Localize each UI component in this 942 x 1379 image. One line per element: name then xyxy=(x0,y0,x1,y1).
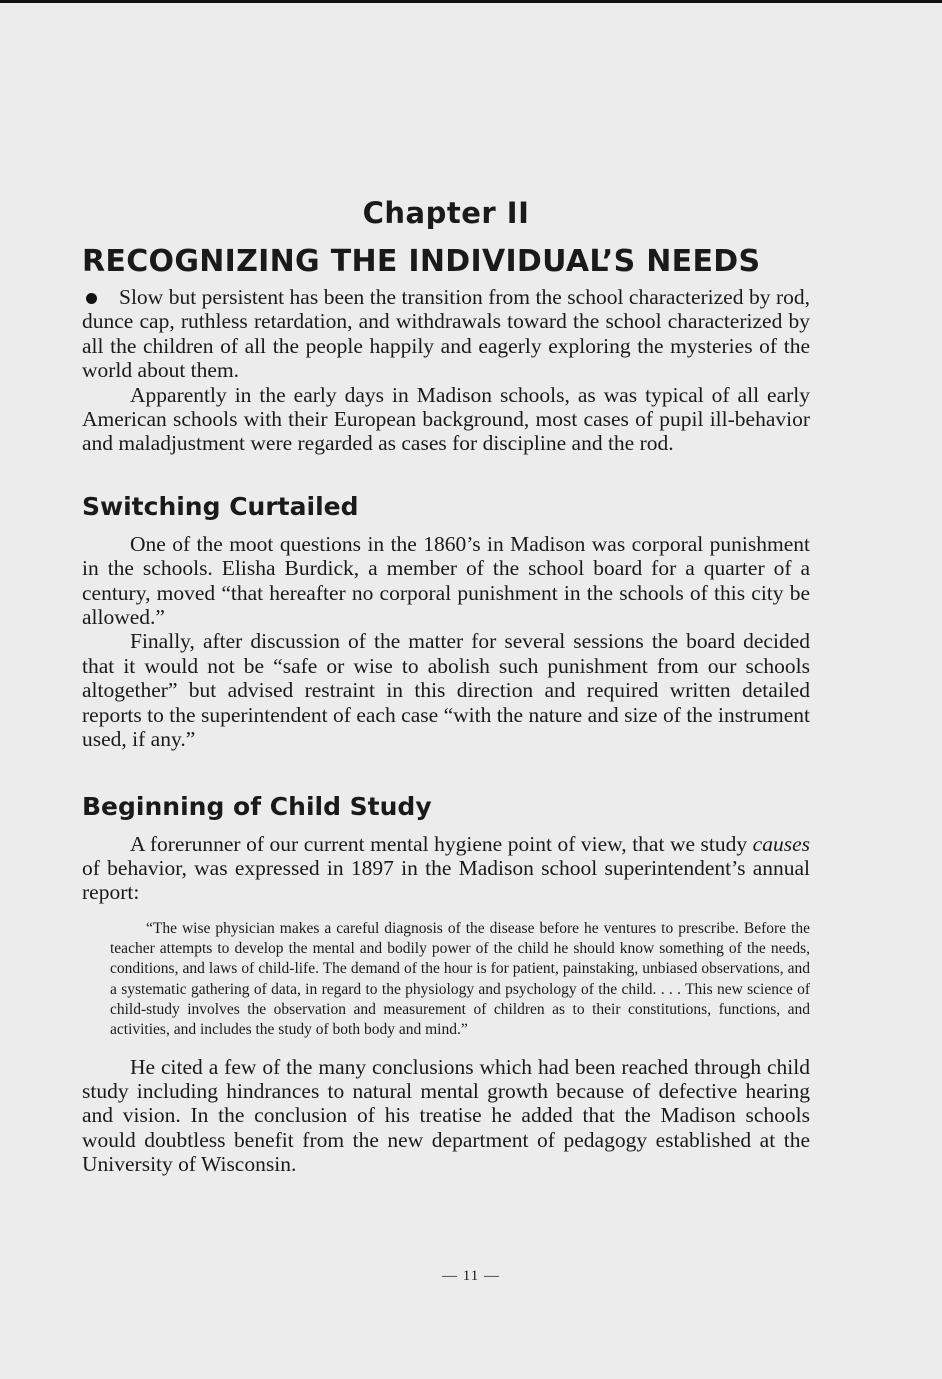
top-border xyxy=(0,0,942,3)
child-study-p1-emphasis: causes xyxy=(752,831,810,856)
page-number: — 11 — xyxy=(442,1268,500,1284)
bullet-icon xyxy=(86,293,97,304)
section-heading-switching: Switching Curtailed xyxy=(82,491,359,521)
block-quote-text: “The wise physician makes a careful diagnosis of the disease before he ventures to prescribe. Before the teacher attempts to develop the mental and bodily power of the child he should know something of the needs, conditions, and laws of child-life. The demand of the hour is for patient, painstaking, unbiased observations, and a systematic gathering of data, in regard to the physiology and psychology of the child. . . . This new science of child-study involves the observation and measurement of children as to their constitutions, functions, and activities, and includes the study of both body and mind.” xyxy=(110,919,810,1039)
page-body xyxy=(82,196,810,1177)
switching-paragraph-2: Finally, after discussion of the matter for several sessions the board decided that it would not be “safe or wise to abolish such punishment from our schools altogether” but advised restraint in this direction and required written detailed reports to the superintendent of each case “with the nature and size of the instrument used, if any.” xyxy=(82,629,810,752)
child-study-p1-before: A forerunner of our current mental hygiene point of view, that we study xyxy=(130,831,753,856)
chapter-label: Chapter II xyxy=(362,196,530,230)
block-quote xyxy=(110,919,810,1041)
intro-paragraph-1-text: Slow but persistent has been the transition from the school characterized by rod, dunce cap, ruthless retardation, and withdrawals toward the school characterized by all the children of all the people happily and eagerly exploring the mysteries of the world about them. xyxy=(82,285,810,383)
intro-paragraph-2: Apparently in the early days in Madison schools, as was typical of all early American schools with their European background, most cases of pupil ill-behavior and maladjustment were regarded as cases for discipline and the rod. xyxy=(82,382,810,456)
child-study-p1-after: of behavior, was expressed in 1897 in the Madison school superintendent’s annual report: xyxy=(82,855,810,905)
intro-paragraph-1 xyxy=(82,285,810,383)
section-heading-child-study: Beginning of Child Study xyxy=(82,791,432,821)
switching-paragraph-1: One of the moot questions in the 1860’s in Madison was corporal punishment in the schools. Elisha Burdick, a member of the school board for a quarter of a century, moved “that hereafter no corporal punishment in the schools of this city be allowed.” xyxy=(82,531,810,630)
child-study-paragraph-1 xyxy=(82,832,810,905)
child-study-paragraph-2: He cited a few of the many conclusions which had been reached through child study including hindrances to natural mental growth because of defective hearing and vision. In the conclusion of his treatise he added that the Madison schools would doubtless benefit from the new department of pedagogy established at the University of Wisconsin. xyxy=(82,1054,810,1177)
chapter-title: RECOGNIZING THE INDIVIDUAL’S NEEDS xyxy=(82,244,761,279)
